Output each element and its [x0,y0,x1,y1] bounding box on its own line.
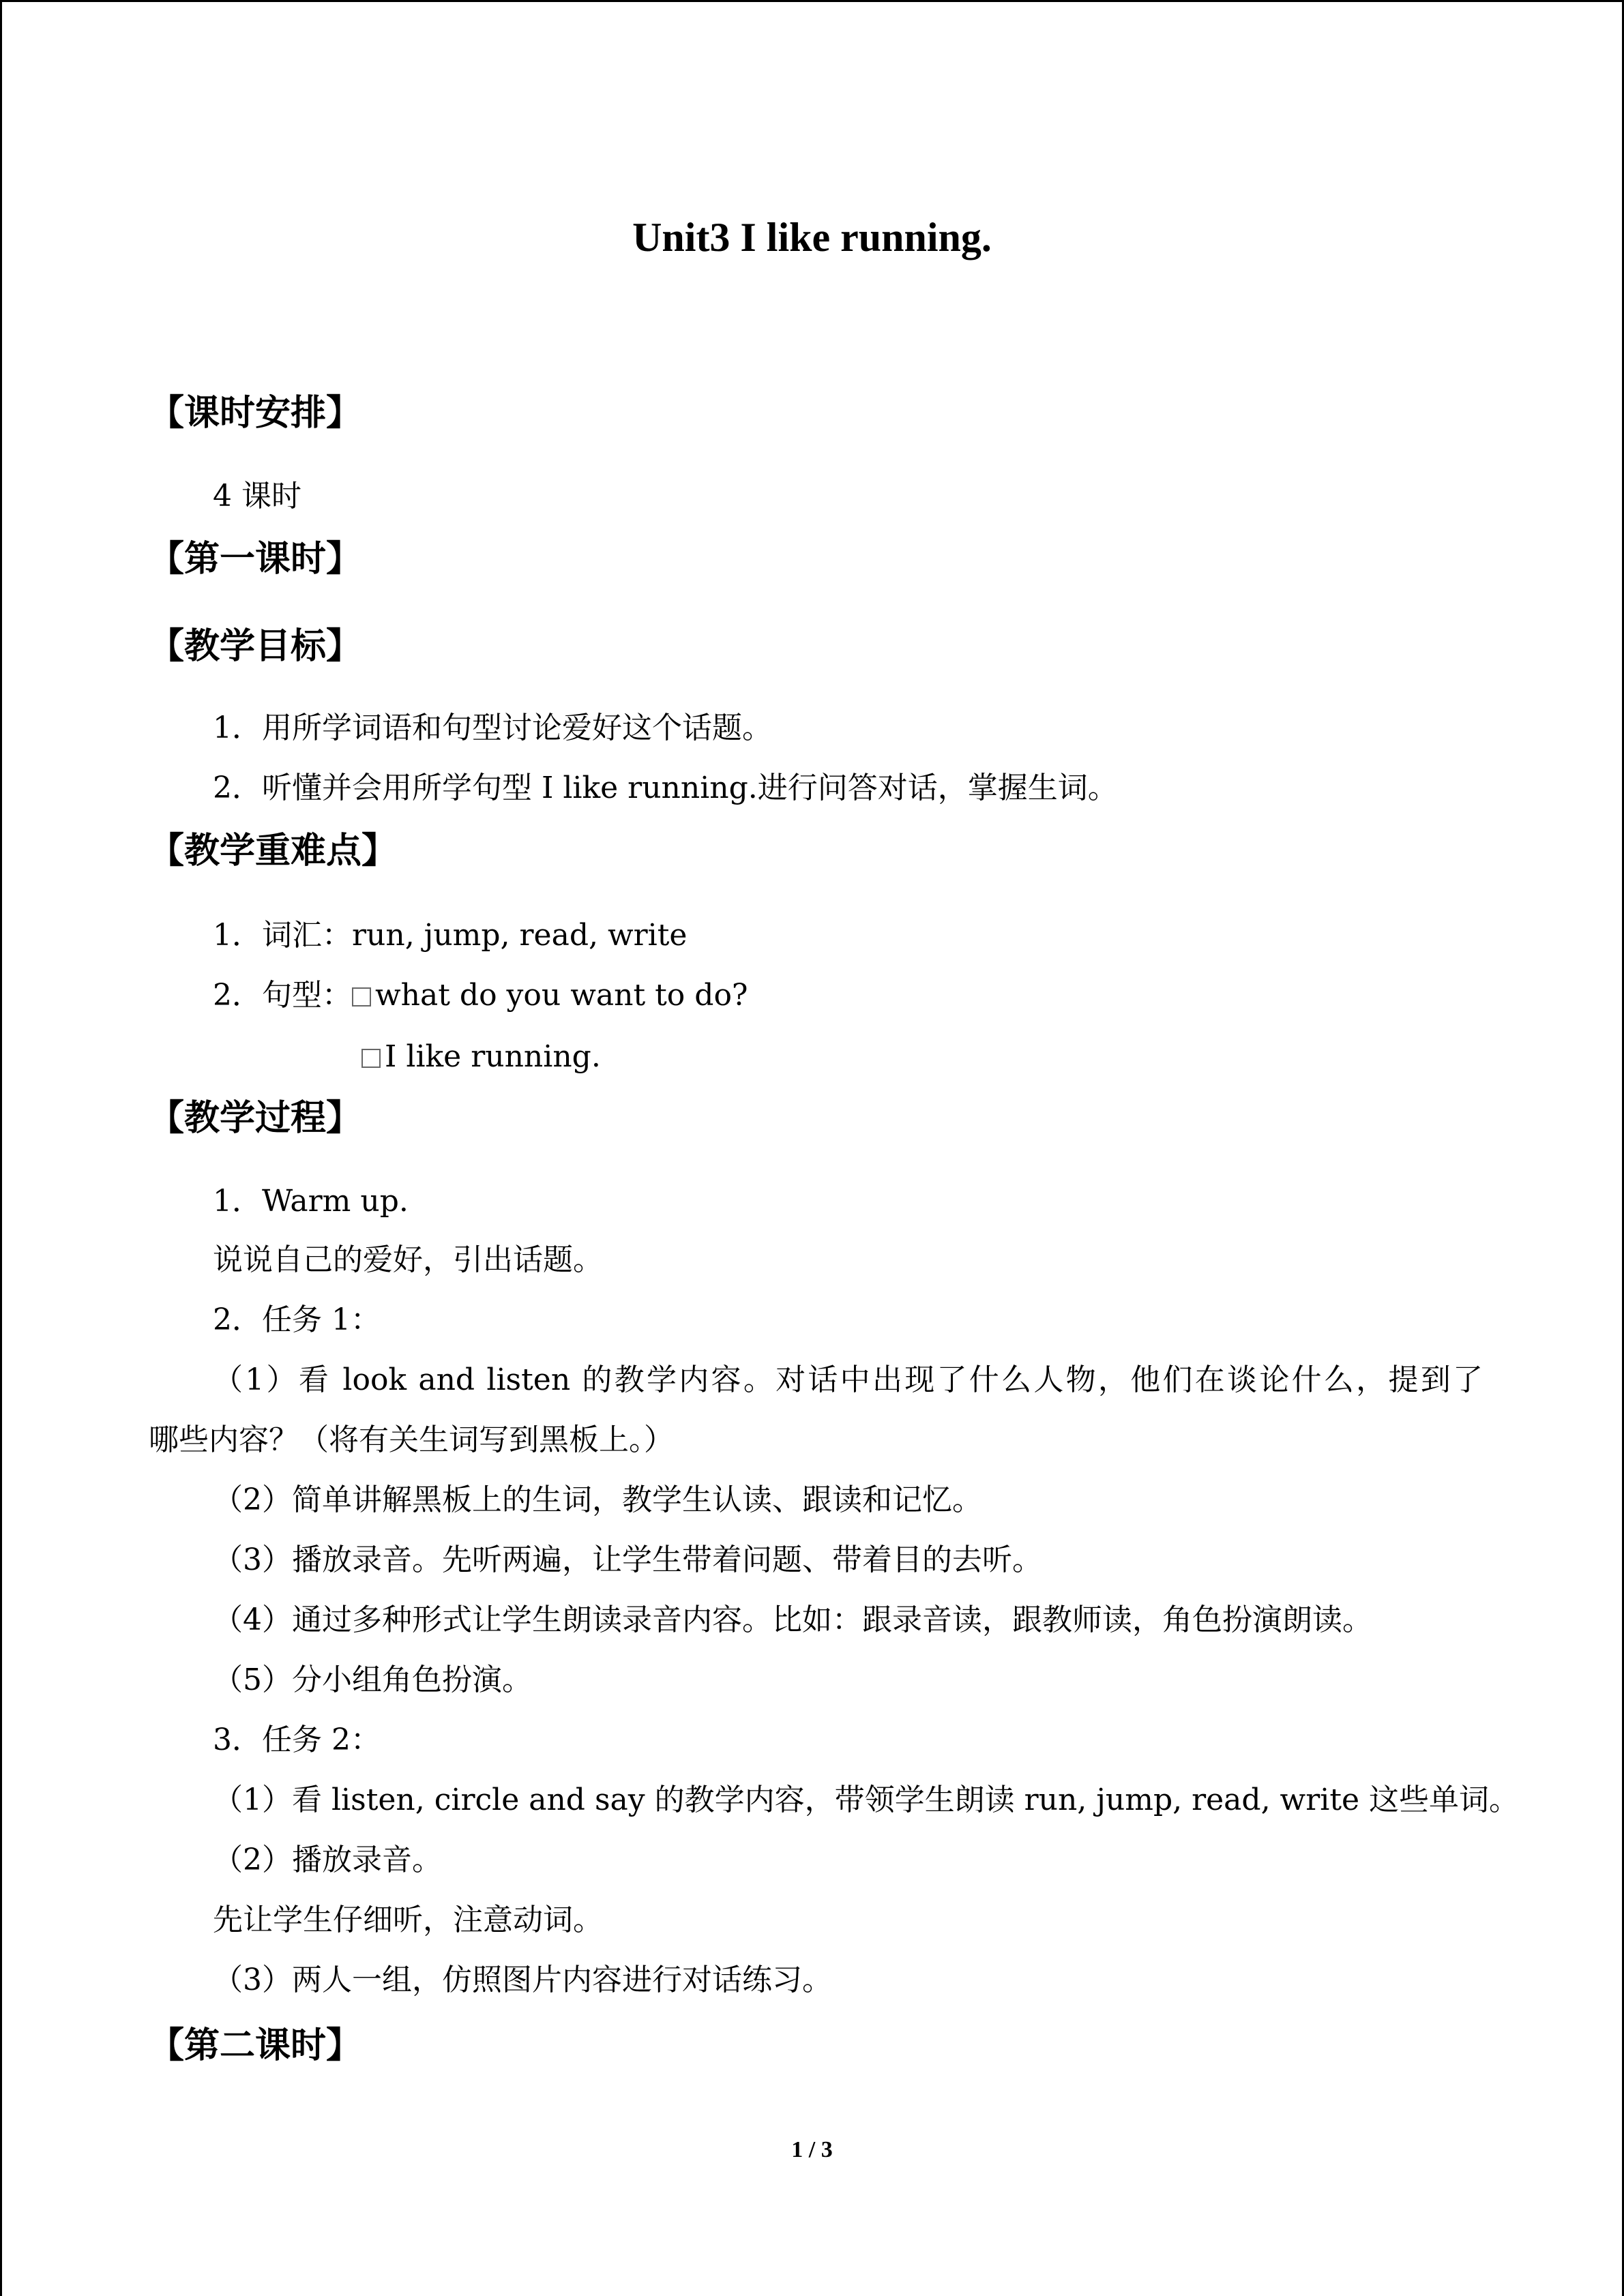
key-pattern-2: I like running. [385,1039,601,1074]
lesson2-heading: 【第二课时】 [149,2025,362,2066]
key-pattern-row-1 [213,978,748,1013]
process-line: （2）简单讲解黑板上的生词，教学生认读、跟读和记忆。 [213,1482,982,1517]
key-pattern-label: 2．句型： [213,978,352,1013]
key-pattern-row-2 [361,1039,601,1074]
process-line: 3．任务 2： [213,1723,381,1757]
key-pattern-1: what do you want to do? [375,978,748,1013]
process-line: 先让学生仔细听，注意动词。 [213,1903,603,1937]
document-title: Unit3 I like running. [632,215,992,260]
schedule-text: 4 课时 [213,479,301,513]
process-line: （4）通过多种形式让学生朗读录音内容。比如：跟录音读，跟教师读，角色扮演朗读。 [213,1602,1372,1637]
process-line: 哪些内容？（将有关生词写到黑板上。） [149,1422,674,1457]
process-line: （2）播放录音。 [213,1843,442,1877]
process-line: （3）两人一组，仿照图片内容进行对话练习。 [213,1963,832,1997]
process-line: 说说自己的爱好，引出话题。 [213,1242,603,1277]
process-line: （5）分小组角色扮演。 [213,1663,532,1697]
key-points-heading: 【教学重难点】 [149,831,398,871]
process-line: 1．Warm up. [213,1184,409,1219]
checkbox-icon [361,1049,381,1068]
process-line: （1）看 listen, circle and say 的教学内容，带领学生朗读 run, jump, read, write 这些单词。 [213,1783,1520,1817]
goal-item-2: 2．听懂并会用所学句型 I like running.进行问答对话，掌握生词。 [213,771,1118,805]
process-line: 2．任务 1： [213,1302,381,1337]
process-heading: 【教学过程】 [149,1098,362,1139]
goal-item-1: 1．用所学词语和句型讨论爱好这个话题。 [213,711,772,745]
checkbox-icon [352,987,371,1007]
goals-heading: 【教学目标】 [149,626,362,667]
lesson1-heading: 【第一课时】 [149,539,362,580]
schedule-heading: 【课时安排】 [149,393,362,434]
key-vocab: 1．词汇：run, jump, read, write [213,918,688,953]
process-line: （3）播放录音。先听两遍，让学生带着问题、带着目的去听。 [213,1542,1042,1577]
page-number: 1 / 3 [791,2137,833,2162]
process-line: （1）看 look and listen 的教学内容。对话中出现了什么人物，他们在谈论什么，提到了 [213,1362,1483,1397]
